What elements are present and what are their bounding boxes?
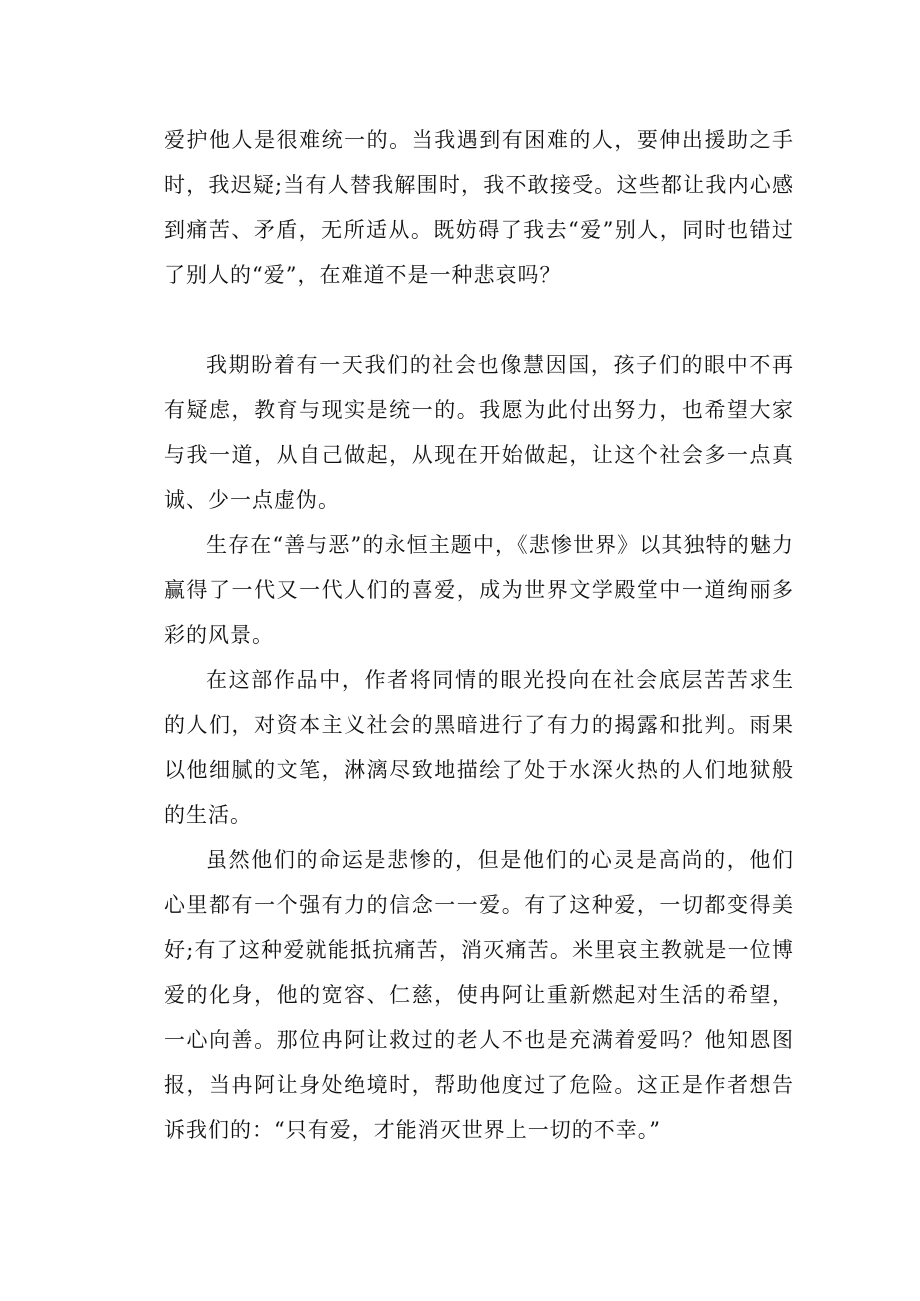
paragraph-2: 我期盼着有一天我们的社会也像慧因国，孩子们的眼中不再有疑虑，教育与现实是统一的。我愿为此付出努力，也希望大家与我一道，从自己做起，从现在开始做起，让这个社会多一点真诚、少一点虚伪。	[164, 353, 794, 512]
paragraph-1: 爱护他人是很难统一的。当我遇到有困难的人，要伸出援助之手时，我迟疑;当有人替我解围时，我不敢接受。这些都让我内心感到痛苦、矛盾，无所适从。既妨碍了我去“爱”别人，同时也错过了别人的“爱”，在难道不是一种悲哀吗？	[164, 128, 794, 287]
paragraph-3: 生存在“善与恶”的永恒主题中，《悲惨世界》以其独特的魅力赢得了一代又一代人们的喜爱，成为世界文学殿堂中一道绚丽多彩的风景。	[164, 533, 794, 647]
paragraph-4: 在这部作品中，作者将同情的眼光投向在社会底层苦苦求生的人们，对资本主义社会的黑暗进行了有力的揭露和批判。雨果以他细腻的文笔，淋漓尽致地描绘了处于水深火热的人们地狱般的生活。	[164, 668, 794, 827]
paragraph-5: 虽然他们的命运是悲惨的，但是他们的心灵是高尚的，他们心里都有一个强有力的信念一一爱。有了这种爱，一切都变得美好;有了这种爱就能抵抗痛苦，消灭痛苦。米里哀主教就是一位博爱的化身，他的宽容、仁慈，使冉阿让重新燃起对生活的希望，一心向善。那位冉阿让救过的老人不也是充满着爱吗？他知恩图报，当冉阿让身处绝境时，帮助他度过了危险。这正是作者想告诉我们的：“只有爱，才能消灭世界上一切的不幸。”	[164, 848, 794, 1142]
